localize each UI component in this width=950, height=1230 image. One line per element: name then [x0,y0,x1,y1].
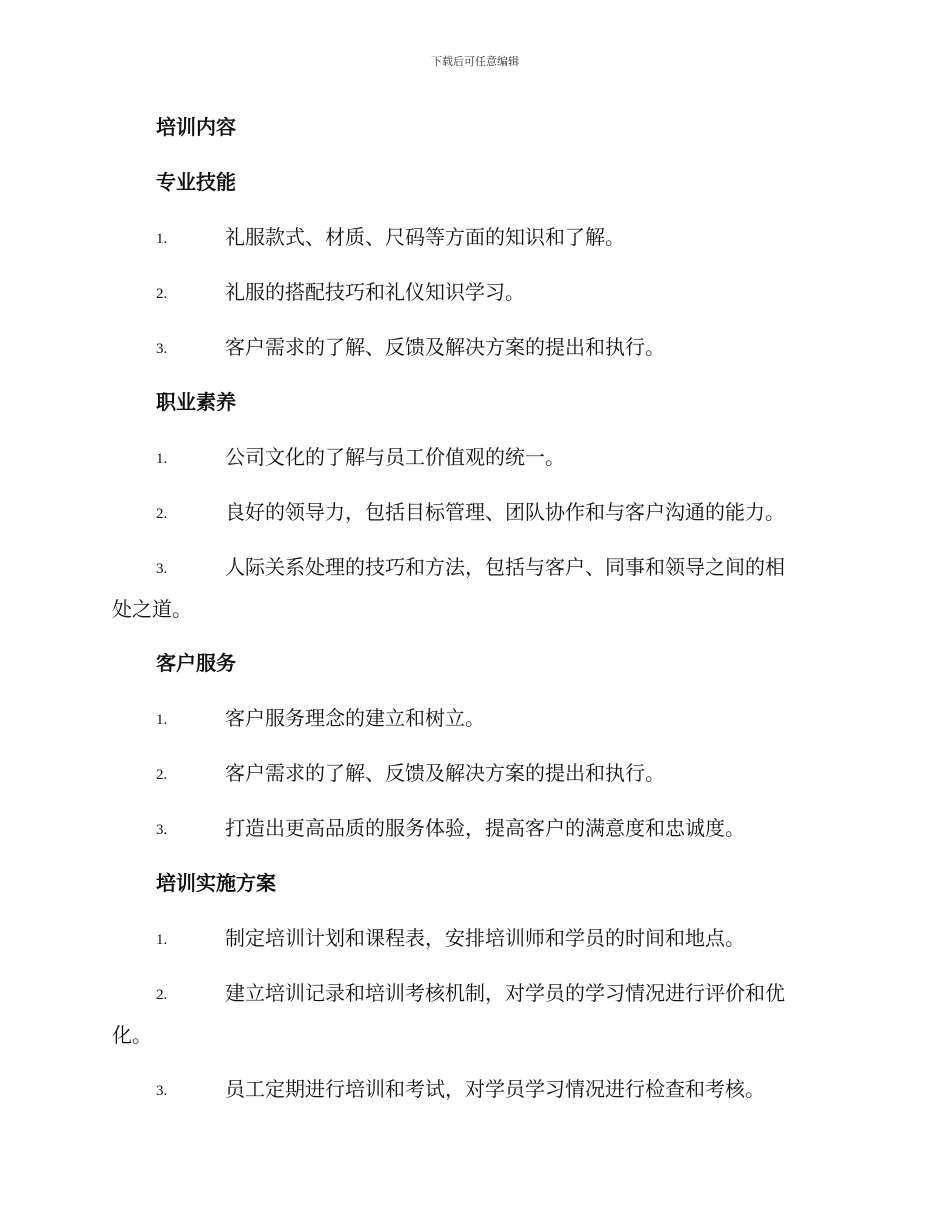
list-item-text: 公司文化的了解与员工价值观的统一。 [225,445,565,469]
list-item-text: 良好的领导力，包括目标管理、团队协作和与客户沟通的能力。 [225,500,785,524]
list-item-text: 制定培训计划和课程表，安排培训师和学员的时间和地点。 [225,926,745,950]
list-item-text: 客户服务理念的建立和树立。 [225,706,485,730]
section-heading-training-plan: 培训实施方案 [156,871,276,895]
list-item-number: 3. [156,1083,168,1099]
section-heading-professional-skills: 专业技能 [156,170,236,194]
list-item-text: 人际关系处理的技巧和方法，包括与客户、同事和领导之间的相 [225,555,785,579]
list-item-number: 1. [156,451,168,467]
section-heading-customer-service: 客户服务 [156,651,236,675]
list-item-number: 2. [156,987,168,1003]
list-item-number: 3. [156,822,168,838]
list-item-text: 礼服的搭配技巧和礼仪知识学习。 [225,280,525,304]
list-item-text: 礼服款式、材质、尺码等方面的知识和了解。 [225,225,625,249]
list-item-number: 1. [156,231,168,247]
page-header: 下载后可任意编辑 [431,55,519,68]
list-item-number: 2. [156,286,168,302]
section-heading-professional-quality: 职业素养 [156,390,236,414]
list-item-number: 2. [156,767,168,783]
list-item-text: 打造出更高品质的服务体验，提高客户的满意度和忠诚度。 [225,816,745,840]
list-item-number: 1. [156,932,168,948]
list-item-text: 建立培训记录和培训考核机制，对学员的学习情况进行评价和优 [225,981,785,1005]
list-item-number: 3. [156,561,168,577]
list-item-text: 客户需求的了解、反馈及解决方案的提出和执行。 [225,761,665,785]
document-title: 培训内容 [156,115,236,139]
list-item-text: 客户需求的了解、反馈及解决方案的提出和执行。 [225,335,665,359]
list-item-number: 1. [156,712,168,728]
list-item-number: 2. [156,506,168,522]
list-item-text: 员工定期进行培训和考试，对学员学习情况进行检查和考核。 [225,1077,765,1101]
list-item-continuation: 化。 [112,1023,152,1047]
list-item-continuation: 处之道。 [112,597,192,621]
list-item-number: 3. [156,341,168,357]
